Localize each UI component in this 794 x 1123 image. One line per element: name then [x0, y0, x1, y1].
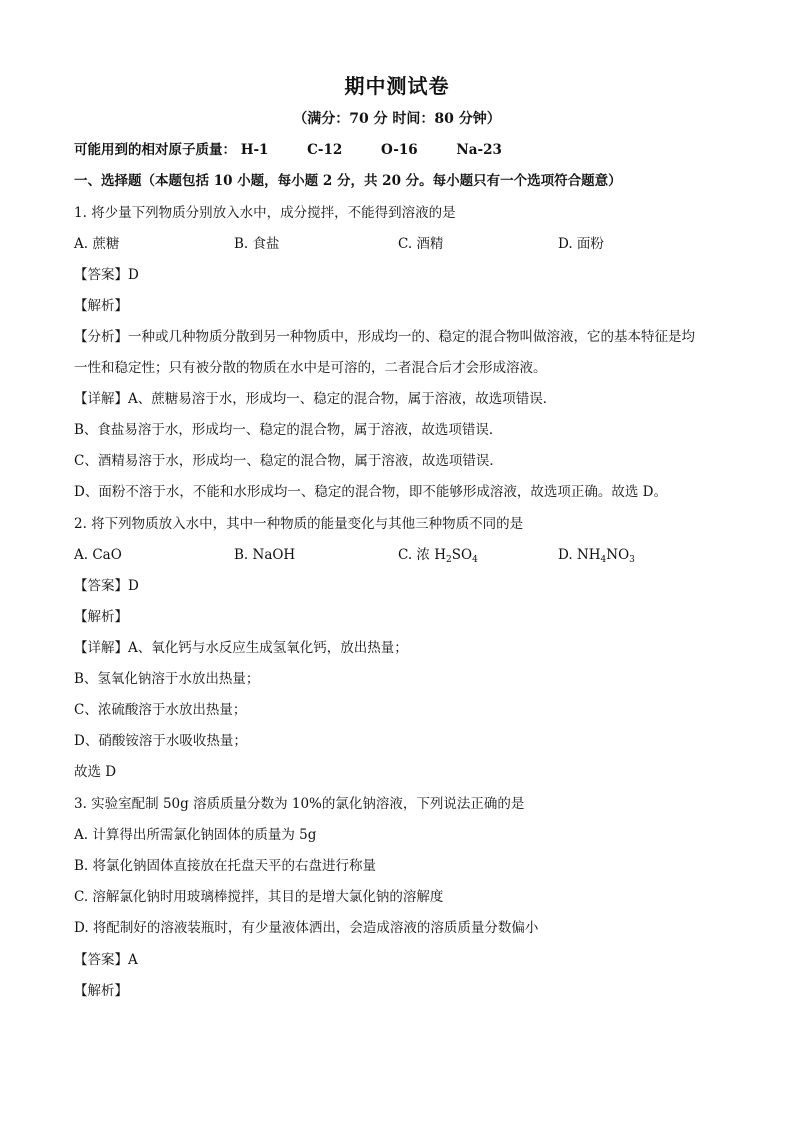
- answer-label: 【答案】D: [74, 267, 139, 283]
- exam-info: （满分：70 分 时间：80 分钟）: [293, 111, 501, 127]
- option-d: D. 将配制好的溶液装瓶时，有少量液体洒出，会造成溶液的溶质质量分数偏小: [74, 920, 539, 936]
- question-stem: 3. 实验室配制 50g 溶质质量分数为 10%的氯化钠溶液，下列说法正确的是: [74, 796, 525, 812]
- formula-text: D. NH: [558, 547, 601, 563]
- option-a: A. CaO: [74, 547, 122, 563]
- analysis-label: 【解析】: [74, 609, 128, 625]
- formula-subscript: 3: [629, 555, 635, 565]
- atomic-mass-item: Na-23: [456, 142, 502, 158]
- atomic-mass-item: O-16: [381, 142, 418, 158]
- question-stem: 1. 将少量下列物质分别放入水中，成分搅拌，不能得到溶液的是: [74, 205, 456, 221]
- formula-text: NO: [606, 547, 630, 563]
- formula-text: SO: [451, 547, 473, 563]
- option-d: [558, 545, 635, 565]
- conclusion-text: 故选 D: [74, 764, 117, 780]
- formula-subscript: 4: [600, 555, 607, 565]
- option-c: C. 溶解氯化钠时用玻璃棒搅拌，其目的是增大氯化钠的溶解度: [74, 889, 444, 905]
- atomic-mass-line: [74, 140, 724, 160]
- atomic-mass-item: C-12: [307, 142, 343, 158]
- analysis-text: 【分析】一种或几种物质分散到另一种物质中，形成均一的、稳定的混合物叫做溶液，它的基本特征是均: [74, 329, 695, 345]
- option-b: B. 食盐: [234, 236, 280, 252]
- analysis-label: 【解析】: [74, 298, 128, 314]
- atomic-mass-item: H-1: [240, 142, 269, 158]
- analysis-text: 一性和稳定性；只有被分散的物质在水中是可溶的，二者混合后才会形成溶液。: [74, 360, 547, 376]
- option-a: A. 计算得出所需氯化钠固体的质量为 5g: [74, 827, 317, 843]
- detail-text: D、硝酸铵溶于水吸收热量；: [74, 733, 247, 749]
- answer-label: 【答案】D: [74, 578, 139, 594]
- detail-text: C、酒精易溶于水，形成均一、稳定的混合物，属于溶液，故选项错误．: [74, 453, 503, 469]
- atomic-mass-label: 可能用到的相对原子质量：: [74, 142, 236, 158]
- option-c: [398, 545, 478, 565]
- page-title: 期中测试卷: [344, 74, 450, 98]
- detail-text: 【详解】A、蔗糖易溶于水，形成均一、稳定的混合物，属于溶液，故选项错误．: [74, 391, 557, 407]
- option-b: B. 将氯化钠固体直接放在托盘天平的右盘进行称量: [74, 858, 377, 874]
- analysis-label: 【解析】: [74, 983, 128, 999]
- option-b: B. NaOH: [234, 547, 296, 563]
- formula-text: C. 浓 H: [398, 547, 446, 563]
- formula-subscript: 4: [472, 555, 478, 565]
- detail-text: D、面粉不溶于水，不能和水形成均一、稳定的混合物，即不能够形成溶液，故选项正确。故选 D。: [74, 484, 667, 500]
- section-heading: 一、选择题（本题包括 10 小题，每小题 2 分，共 20 分。每小题只有一个选项符合题意）: [74, 173, 622, 189]
- detail-text: B、食盐易溶于水，形成均一、稳定的混合物，属于溶液，故选项错误．: [74, 422, 503, 438]
- detail-text: B、氢氧化钠溶于水放出热量；: [74, 671, 260, 687]
- detail-text: C、浓硫酸溶于水放出热量；: [74, 702, 247, 718]
- answer-label: 【答案】A: [74, 952, 138, 968]
- option-a: A. 蔗糖: [74, 236, 120, 252]
- question-stem: 2. 将下列物质放入水中，其中一种物质的能量变化与其他三种物质不同的是: [74, 516, 524, 532]
- option-d: D. 面粉: [558, 236, 604, 252]
- option-c: C. 酒精: [398, 236, 444, 252]
- formula-subscript: 2: [446, 555, 452, 565]
- detail-text: 【详解】A、氧化钙与水反应生成氢氧化钙，放出热量；: [74, 640, 408, 656]
